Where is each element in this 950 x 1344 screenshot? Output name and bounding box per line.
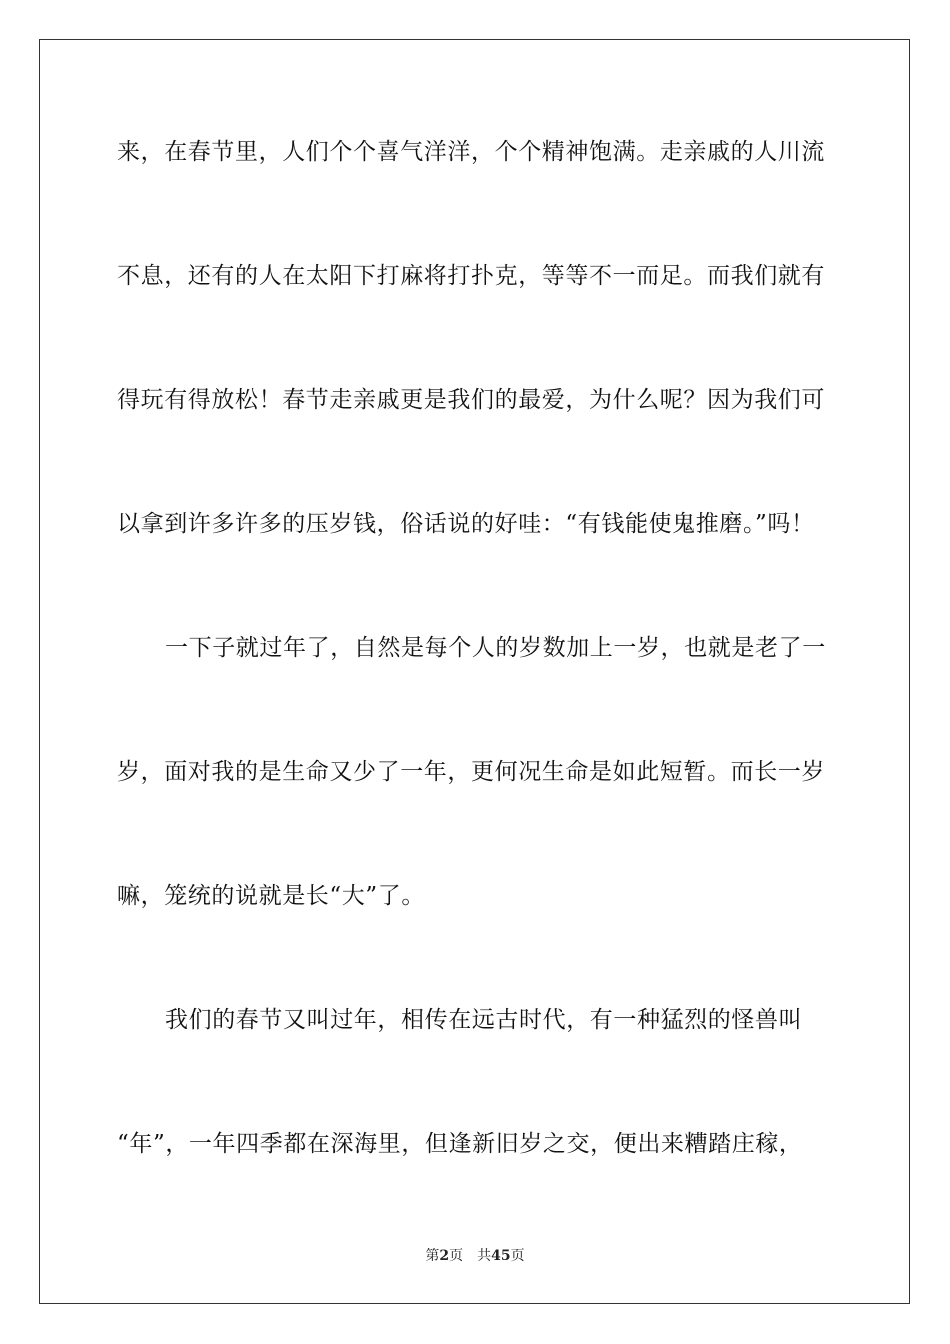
total-prefix: 共 bbox=[477, 1248, 492, 1264]
page-suffix: 页 bbox=[449, 1248, 464, 1264]
body-text-line-4: 以拿到许多许多的压岁钱，俗话说的好哇：“有钱能使鬼推磨。”吗！ bbox=[117, 511, 815, 537]
body-text-line-3: 得玩有得放松！春节走亲戚更是我们的最爱，为什么呢？因为我们可 bbox=[117, 387, 825, 413]
total-pages: 45 bbox=[491, 1248, 511, 1264]
page-prefix: 第 bbox=[425, 1248, 440, 1264]
body-text-line-8: 我们的春节又叫过年，相传在远古时代，有一种猛烈的怪兽叫 bbox=[165, 1007, 803, 1033]
body-text-line-9: “年”，一年四季都在深海里，但逢新旧岁之交，便出来糟踏庄稼， bbox=[117, 1131, 803, 1157]
body-text-line-7: 嘛，笼统的说就是长“大”了。 bbox=[117, 883, 425, 909]
body-text-line-2: 不息，还有的人在太阳下打麻将打扑克，等等不一而足。而我们就有 bbox=[117, 263, 825, 289]
page-border bbox=[39, 39, 910, 1304]
total-suffix: 页 bbox=[510, 1248, 525, 1264]
page-footer bbox=[0, 1247, 950, 1265]
page-number: 2 bbox=[439, 1248, 450, 1264]
body-text-line-5: 一下子就过年了，自然是每个人的岁数加上一岁，也就是老了一 bbox=[165, 635, 826, 661]
body-text-line-1: 来，在春节里，人们个个喜气洋洋，个个精神饱满。走亲戚的人川流 bbox=[117, 139, 825, 165]
body-text-line-6: 岁，面对我的是生命又少了一年，更何况生命是如此短暂。而长一岁 bbox=[117, 759, 825, 785]
